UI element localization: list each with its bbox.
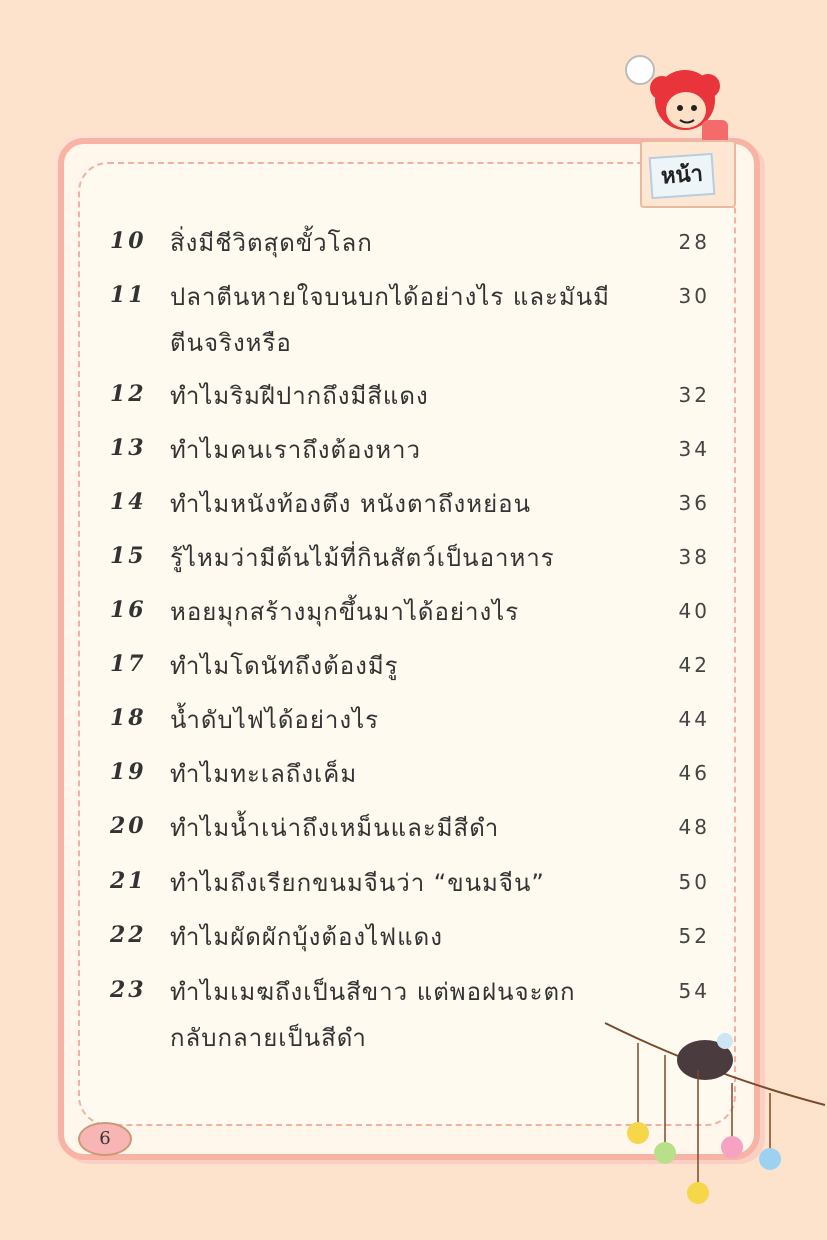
- toc-entry: [110, 914, 710, 960]
- toc-entry: [110, 427, 710, 473]
- entry-title: หอยมุกสร้างมุกขึ้นมาได้อย่างไร: [170, 598, 520, 626]
- entry-page: 34: [678, 437, 710, 461]
- toc-entry: [110, 697, 710, 743]
- page-header-label: หน้า: [649, 153, 716, 199]
- entry-page: 30: [678, 284, 710, 308]
- entry-number: 20: [110, 813, 147, 839]
- entry-number: 17: [110, 651, 147, 677]
- entry-number: 14: [110, 489, 147, 515]
- entry-number: 13: [110, 435, 147, 461]
- entry-number: 11: [110, 282, 147, 308]
- entry-title: ทำไมริมฝีปากถึงมีสีแดง: [170, 382, 429, 410]
- entry-number: 10: [110, 228, 147, 254]
- entry-title: ทำไมหนังท้องตึง หนังตาถึงหย่อน: [170, 490, 531, 518]
- entry-title: รู้ไหมว่ามีต้นไม้ที่กินสัตว์เป็นอาหาร: [170, 544, 555, 572]
- entry-page: 28: [678, 230, 710, 254]
- toc-entry: [110, 643, 710, 689]
- entry-number: 19: [110, 759, 147, 785]
- entry-number: 21: [110, 868, 147, 894]
- toc-entry: [110, 589, 710, 635]
- entry-title: สิ่งมีชีวิตสุดขั้วโลก: [170, 229, 373, 257]
- entry-number: 18: [110, 705, 147, 731]
- entry-page: 36: [678, 491, 710, 515]
- entry-title: ปลาตีนหายใจบนบกได้อย่างไร และมันมีตีนจริงหรือ: [170, 283, 610, 357]
- entry-page: 46: [678, 761, 710, 785]
- entry-title: ทำไมผัดผักบุ้งต้องไฟแดง: [170, 923, 443, 951]
- entry-page: 38: [678, 545, 710, 569]
- entry-number: 22: [110, 922, 147, 948]
- toc-entry: [110, 535, 710, 581]
- entry-title: น้ำดับไฟได้อย่างไร: [170, 706, 380, 734]
- entry-page: 42: [678, 653, 710, 677]
- entry-title: ทำไมถึงเรียกขนมจีนว่า “ขนมจีน”: [170, 869, 545, 897]
- entry-title: ทำไมน้ำเน่าถึงเหม็นและมีสีดำ: [170, 814, 500, 842]
- entry-title: ทำไมเมฆถึงเป็นสีขาว แต่พอฝนจะตกกลับกลายเป็นสีดำ: [170, 978, 576, 1052]
- entry-number: 15: [110, 543, 147, 569]
- entry-title: ทำไมทะเลถึงเค็ม: [170, 760, 358, 788]
- toc-entry: [110, 274, 710, 366]
- toc-entry: [110, 373, 710, 419]
- entry-page: 44: [678, 707, 710, 731]
- entry-number: 23: [110, 977, 147, 1003]
- entry-page: 32: [678, 383, 710, 407]
- entry-number: 12: [110, 381, 147, 407]
- light-bulbs-decoration-icon: [600, 1015, 827, 1225]
- entry-title: ทำไมคนเราถึงต้องหาว: [170, 436, 421, 464]
- toc-entry: [110, 751, 710, 797]
- entry-page: 52: [678, 924, 710, 948]
- entry-page: 40: [678, 599, 710, 623]
- entry-title: ทำไมโดนัทถึงต้องมีรู: [170, 652, 399, 680]
- toc-entry: [110, 220, 710, 266]
- toc-entry: [110, 805, 710, 851]
- entry-page: 48: [678, 815, 710, 839]
- girl-illustration-icon: [610, 40, 740, 150]
- toc-entry: [110, 860, 710, 906]
- toc-entry: [110, 481, 710, 527]
- entry-page: 54: [678, 979, 710, 1003]
- entry-number: 16: [110, 597, 147, 623]
- page-number: 6: [78, 1122, 132, 1156]
- entry-page: 50: [678, 870, 710, 894]
